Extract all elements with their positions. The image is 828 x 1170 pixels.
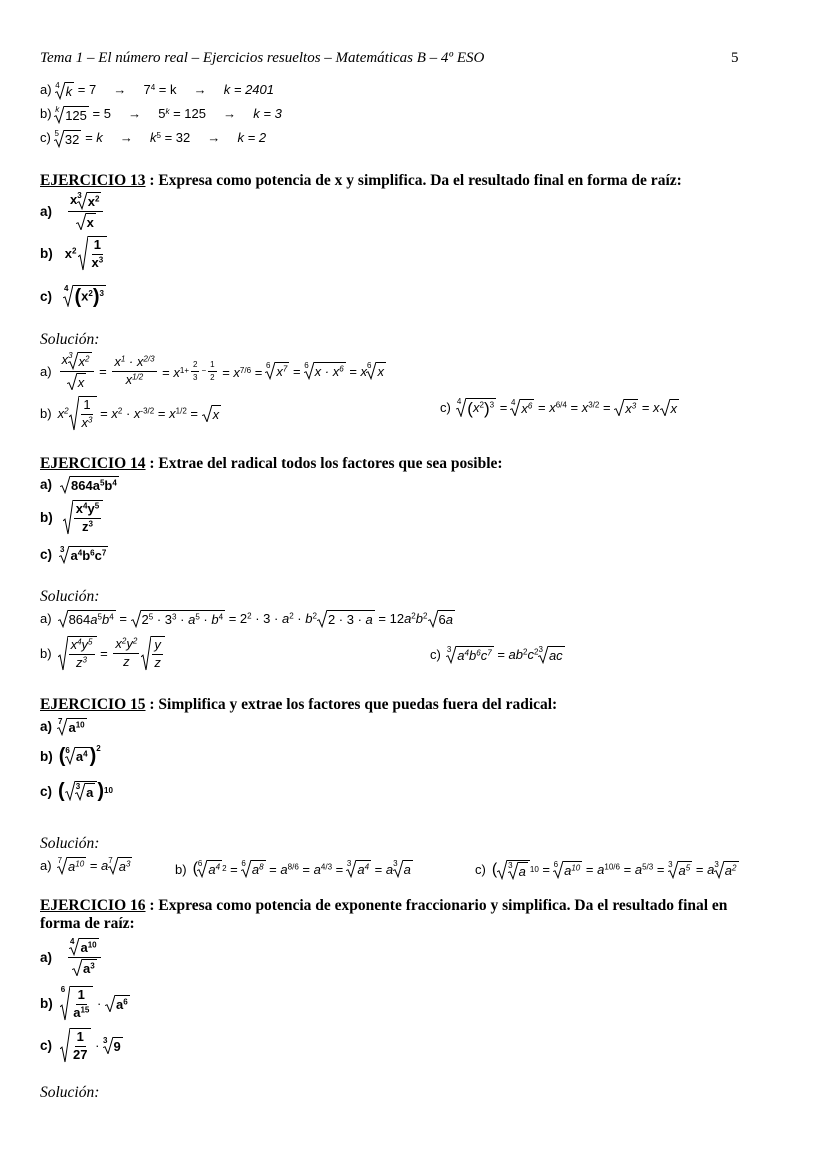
equation-text: = 7 [77,82,97,98]
item-label: c) [475,862,486,878]
item-label: b) [175,861,187,877]
equation-text: = 5 [92,106,111,122]
item-label: b) [40,748,53,764]
ex13-solution-label: Solución: [40,331,100,348]
item-label: b) [40,106,52,122]
ex13-solution-c: c) 4 $(x^2)^3$ = 4 $x^6$ = $x^{6/4} = x^{3/2}$ = $x^3$ = x x [440,397,678,419]
ex16-solution-label: Solución: [40,1084,100,1101]
item-label: a) [40,363,52,379]
exercise-14-title [40,455,503,473]
equation-text: = k [85,130,103,146]
exercise-16-title [40,897,727,915]
item-label: b) [40,509,53,525]
ex16-item-c: c) $\frac{1}{27}$ · 3 9 [40,1029,121,1062]
item-label: a) [40,477,53,493]
equation-text: 5 [158,106,166,122]
ex15-solution-b: b) ( 6 $a^4$ 2 = 6 $a^8$ = $a^{8/6} = a^{4/3}$ = 3 $a^4$ = a 3 a [175,859,411,878]
fraction: x 3 $x^2$ x [68,192,103,230]
ex13-item-b: b) $x^2$ $\frac{1}{x^3}$ [40,236,107,271]
item-label: a) [40,858,52,874]
ex14-item-c: c) 3 $a^4b^6c^7$ [40,545,107,563]
radical: 4 k [55,81,73,99]
exercise-15-title [40,696,557,714]
ex15-solution-c: c) ( 3 a 10 = 6 $a^{10}$ = $a^{10/6} = a^{5/3}$ = 3 $a^5$ = a 3 $a^2$ [475,860,737,879]
exponent: k [165,106,170,116]
ex13-item-c [40,285,106,307]
exercise-number: EJERCICIO 15 [40,696,146,713]
ex15-item-a: a) 7 $a^{10}$ [40,717,85,735]
equation-result: k = 2401 [223,82,275,98]
ex14-solution-label: Solución: [40,588,100,605]
radical: $\frac{1}{x^3}$ [78,236,107,271]
exponent: 5 [156,130,161,140]
item-label: a) [40,203,53,219]
ex14-solution-b: b) $\frac{x^4y^5}{z^3}$ = $\frac{x^2y^2}{z}$ $\frac{y}{z}$ [40,636,165,671]
ex14-item-b: b) $\frac{x^4y^5}{z^3}$ [40,500,103,535]
item-label: b) [40,245,53,261]
equation-result: k = 3 [253,106,282,122]
exercise-statement: : Simplifica y extrae los factores que puedas fuera del radical: [145,696,558,713]
exercise-13-title [40,172,682,190]
radical: 4 $(x^2)^3$ [64,284,105,308]
ex13-solution-b: b) $x^2$ $\frac{1}{x^3}$ = $x^2 \cdot x^{-3/2} = x^{1/2}$ = x [40,397,220,430]
exercise-statement: : Extrae del radical todos los factores que sea posible: [145,455,503,472]
ex14-item-a: a) $864a^5b^4$ [40,477,117,493]
ex15-item-c: c) ( 3 a ) 10 [40,780,113,802]
equation-result: k = 2 [237,130,267,146]
arrow-icon: → [128,106,142,122]
item-label: c) [40,783,53,799]
prev-line-c [40,130,266,148]
item-label: c) [430,647,441,663]
item-label: c) [40,547,53,563]
page-header-title: Tema 1 – El número real – Ejercicios resueltos – Matemáticas B – 4º ESO [40,50,485,66]
ex13-solution-a: a) x 3 $x^2$ x = $\frac{x^1 \cdot x^{2/3}}{x^{1/2}}$ = $x^{1+ \frac{2}{3} - \frac{1}{2}}$ = $x^{7/6}$ = 6 $x^7$ = 6 $x \cdot x^6$ = x 6 x [40,351,384,390]
ex14-solution-a: a) $864a^5b^4$ = $2^5 \cdot 3^3 \cdot a^5 \cdot b^4$ = $2^2 \cdot 3 \cdot a^2 \cdot b^2$ 2 · 3 · a = $12a^2b^2$ 6a [40,611,453,627]
ex15-item-b: b) ( 6 $a^4$ ) 2 [40,744,101,767]
item-label: a) [40,949,53,965]
radical: 5 32 [54,129,80,147]
item-label: a) [40,719,53,735]
item-label: c) [40,130,51,146]
ex15-solution-a: a) 7 $a^{10}$ = a 7 $a^3$ [40,856,131,874]
item-label: b) [40,645,52,661]
arrow-icon: → [193,82,207,98]
ex15-solution-label: Solución: [40,835,100,852]
exercise-statement: : Expresa como potencia de x y simplifica. Da el resultado final en forma de raíz: [145,172,682,189]
arrow-icon: → [207,130,221,146]
item-label: c) [40,288,53,304]
equation-text: = 125 [173,106,206,122]
prev-line-b [40,106,282,124]
page-number: 5 [731,50,739,66]
prev-line-a [40,82,274,100]
item-label: b) [40,405,52,421]
exercise-number: EJERCICIO 16 [40,897,146,914]
arrow-icon: → [113,82,127,98]
arrow-icon: → [223,106,237,122]
ex16-item-b: b) 6 $\frac{1}{a^{15}}$ · $a^6$ [40,985,128,1020]
item-label: a) [40,611,52,627]
equation-text: 7 [143,82,151,98]
equation-text: = k [158,82,177,98]
exponent: 4 [150,82,156,92]
exercise-statement: : Expresa como potencia de exponente fraccionario y simplifica. Da el resultado final en [145,897,728,914]
arrow-icon: → [119,130,133,146]
radical: k 125 [55,105,87,123]
item-label: c) [440,400,451,416]
equation-text: k [149,130,157,146]
item-label: b) [40,995,53,1011]
ex14-solution-c: c) 3 $a^4b^6c^7$ = $ab^2c^2$ 3 ac [430,645,563,663]
ex13-item-a [40,192,105,230]
exercise-number: EJERCICIO 14 [40,455,146,472]
exercise-number: EJERCICIO 13 [40,172,146,189]
item-label: a) [40,82,52,98]
equation-text: = 32 [164,130,191,146]
ex16-item-a: a) 4 $a^{10}$ $a^3$ [40,938,103,976]
item-label: c) [40,1037,53,1053]
exercise-16-title-cont: forma de raíz: [40,915,135,932]
